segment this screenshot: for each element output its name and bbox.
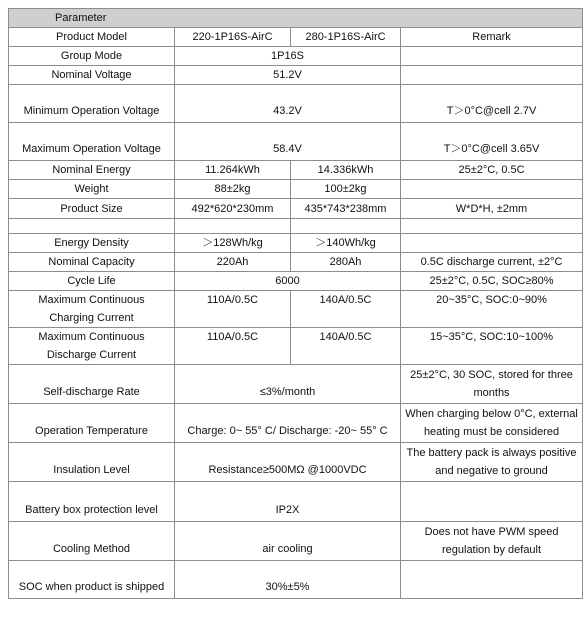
table-row bbox=[9, 404, 583, 443]
row-value: 6000 bbox=[175, 272, 401, 291]
row-label: Product Size bbox=[9, 199, 175, 219]
row-label: Nominal Energy bbox=[9, 161, 175, 180]
row-remark-line-2: months bbox=[473, 387, 510, 399]
row-value-b: 140A/0.5C bbox=[291, 328, 401, 365]
table-row bbox=[9, 272, 583, 291]
row-value: 51.2V bbox=[175, 66, 401, 85]
table-row bbox=[9, 443, 583, 482]
table-row bbox=[9, 522, 583, 561]
row-remark-line-1: When charging below 0°C, external bbox=[405, 408, 578, 420]
row-value: 58.4V bbox=[175, 123, 401, 161]
row-value-a: ＞128Wh/kg bbox=[175, 234, 291, 253]
row-label: Nominal Capacity bbox=[9, 253, 175, 272]
row-value: Resistance≥500MΩ @1000VDC bbox=[175, 443, 401, 482]
row-label: Group Mode bbox=[9, 47, 175, 66]
row-value: 1P16S bbox=[175, 47, 401, 66]
row-label: Cooling Method bbox=[9, 522, 175, 561]
table-row bbox=[9, 234, 583, 253]
model-b-header: 280-1P16S-AirC bbox=[291, 28, 401, 47]
table-row bbox=[9, 180, 583, 199]
table-row bbox=[9, 291, 583, 328]
row-label: Insulation Level bbox=[9, 443, 175, 482]
row-remark: 15~35°C, SOC:10~100% bbox=[401, 328, 583, 365]
row-remark bbox=[401, 522, 583, 561]
row-value-b: 280Ah bbox=[291, 253, 401, 272]
row-label-line-2: Discharge Current bbox=[46, 349, 137, 361]
table-row bbox=[9, 328, 583, 365]
row-remark-line-2: regulation by default bbox=[441, 544, 542, 556]
row-remark bbox=[401, 180, 583, 199]
table-row bbox=[9, 561, 583, 599]
row-value: Charge: 0~ 55° C/ Discharge: -20~ 55° C bbox=[175, 404, 401, 443]
row-value-b: 14.336kWh bbox=[291, 161, 401, 180]
remark-header: Remark bbox=[401, 28, 583, 47]
row-remark-line-2: heating must be considered bbox=[423, 426, 560, 438]
row-label-line-2: Charging Current bbox=[49, 312, 134, 324]
row-remark: T＞0°C@cell 2.7V bbox=[401, 85, 583, 123]
row-remark: T＞0°C@cell 3.65V bbox=[401, 123, 583, 161]
row-label-line-1: Maximum Continuous bbox=[38, 294, 145, 306]
row-value-a: 220Ah bbox=[175, 253, 291, 272]
row-label: Nominal Voltage bbox=[9, 66, 175, 85]
row-remark: W*D*H, ±2mm bbox=[401, 199, 583, 219]
row-remark: 0.5C discharge current, ±2°C bbox=[401, 253, 583, 272]
table-row bbox=[9, 47, 583, 66]
table-row bbox=[9, 482, 583, 522]
row-label: Self-discharge Rate bbox=[9, 365, 175, 404]
row-remark bbox=[401, 561, 583, 599]
row-remark: 20~35°C, SOC:0~90% bbox=[401, 291, 583, 328]
row-value: 30%±5% bbox=[175, 561, 401, 599]
parameter-section-row bbox=[9, 9, 583, 28]
battery-spec-table bbox=[8, 8, 583, 599]
row-value-a: 110A/0.5C bbox=[175, 328, 291, 365]
row-label: SOC when product is shipped bbox=[9, 561, 175, 599]
row-remark bbox=[401, 47, 583, 66]
row-label: Maximum Operation Voltage bbox=[9, 123, 175, 161]
table-row bbox=[9, 253, 583, 272]
row-remark: 25±2°C, 0.5C, SOC≥80% bbox=[401, 272, 583, 291]
row-value: 43.2V bbox=[175, 85, 401, 123]
row-value-b: 435*743*238mm bbox=[291, 199, 401, 219]
row-value: air cooling bbox=[175, 522, 401, 561]
row-label: Operation Temperature bbox=[9, 404, 175, 443]
row-label: Minimum Operation Voltage bbox=[9, 85, 175, 123]
row-remark bbox=[401, 443, 583, 482]
row-label: Cycle Life bbox=[9, 272, 175, 291]
product-model-header: Product Model bbox=[9, 28, 175, 47]
table-row bbox=[9, 365, 583, 404]
row-label-line-1: Maximum Continuous bbox=[38, 331, 145, 343]
row-remark-line-1: The battery pack is always positive bbox=[406, 447, 577, 459]
table-row bbox=[9, 66, 583, 85]
row-value-a: 88±2kg bbox=[175, 180, 291, 199]
row-value-b: ＞140Wh/kg bbox=[291, 234, 401, 253]
row-remark bbox=[401, 365, 583, 404]
row-value-a: 11.264kWh bbox=[175, 161, 291, 180]
row-label: Weight bbox=[9, 180, 175, 199]
model-a-header: 220-1P16S-AirC bbox=[175, 28, 291, 47]
row-value-a: 492*620*230mm bbox=[175, 199, 291, 219]
table-row bbox=[9, 123, 583, 161]
row-remark-line-2: and negative to ground bbox=[435, 465, 548, 477]
row-remark bbox=[401, 404, 583, 443]
row-value-a: 110A/0.5C bbox=[175, 291, 291, 328]
row-label bbox=[9, 328, 175, 365]
row-label: Energy Density bbox=[9, 234, 175, 253]
row-value: ≤3%/month bbox=[175, 365, 401, 404]
table-row bbox=[9, 199, 583, 219]
row-remark bbox=[401, 482, 583, 522]
table-row bbox=[9, 85, 583, 123]
spacer-row bbox=[9, 219, 583, 234]
row-value: IP2X bbox=[175, 482, 401, 522]
row-remark bbox=[401, 66, 583, 85]
row-value-b: 140A/0.5C bbox=[291, 291, 401, 328]
row-remark-line-1: Does not have PWM speed bbox=[424, 526, 559, 538]
row-remark-line-1: 25±2°C, 30 SOC, stored for three bbox=[410, 369, 573, 381]
row-remark bbox=[401, 234, 583, 253]
parameter-section-header: Parameter bbox=[9, 9, 583, 28]
row-label bbox=[9, 291, 175, 328]
row-remark: 25±2°C, 0.5C bbox=[401, 161, 583, 180]
header-row bbox=[9, 28, 583, 47]
row-label: Battery box protection level bbox=[9, 482, 175, 522]
spec-table-container bbox=[8, 8, 582, 599]
row-value-b: 100±2kg bbox=[291, 180, 401, 199]
table-row bbox=[9, 161, 583, 180]
